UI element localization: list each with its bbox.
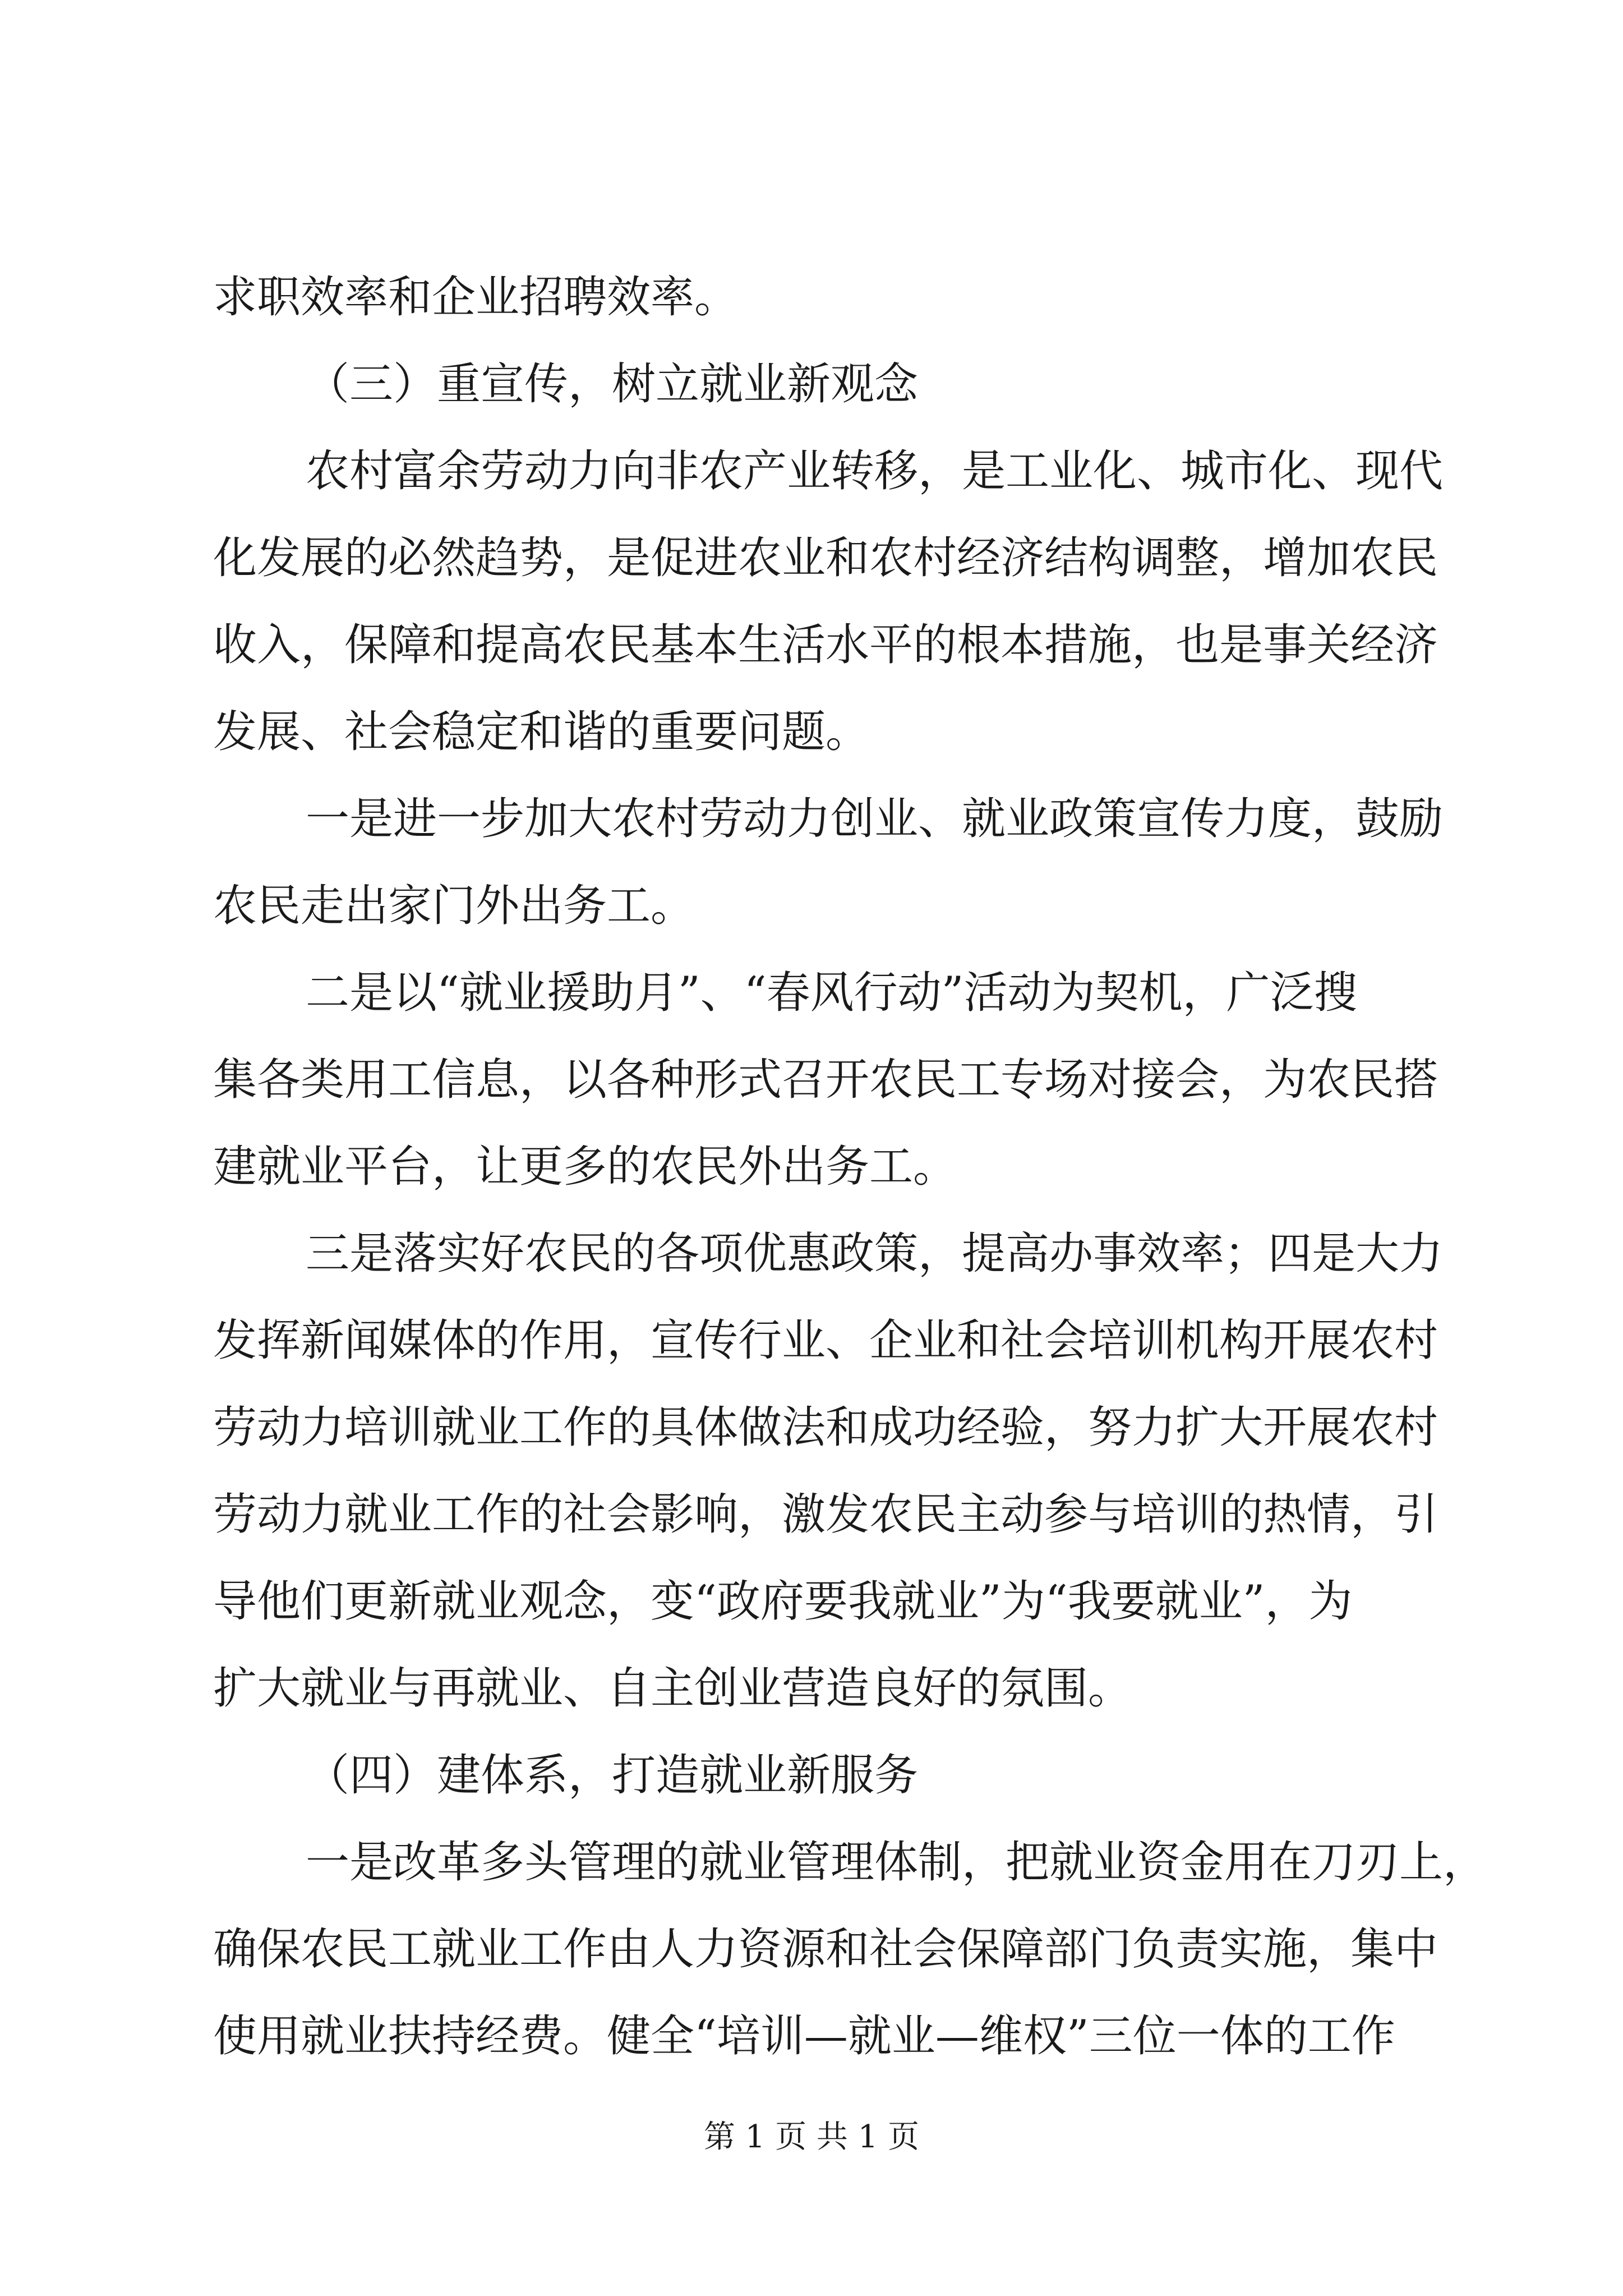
text-line: 发展、社会稳定和谐的重要问题。 <box>213 707 870 757</box>
text-line: 农民走出家门外出务工。 <box>213 881 695 931</box>
text-line: 二是以“就业援助月”、“春风行动”活动为契机，广泛搜 <box>306 968 1358 1018</box>
text-line: 集各类用工信息，以各种形式召开农民工专场对接会，为农民搭 <box>213 1055 1438 1105</box>
text-line: 发挥新闻媒体的作用，宣传行业、企业和社会培训机构开展农村 <box>213 1315 1438 1366</box>
text-line: 劳动力就业工作的社会影响，激发农民主动参与培训的热情，引 <box>213 1489 1438 1540</box>
text-line: 三是落实好农民的各项优惠政策，提高办事效率；四是大力 <box>306 1228 1444 1279</box>
text-line: 扩大就业与再就业、自主创业营造良好的氛围。 <box>213 1663 1132 1714</box>
section-heading: （三）重宣传，树立就业新观念 <box>306 359 919 409</box>
text-line: 求职效率和企业招聘效率。 <box>213 272 739 323</box>
text-line: 收入，保障和提高农民基本生活水平的根本措施，也是事关经济 <box>213 620 1438 670</box>
text-line: 使用就业扶持经费。健全“培训—就业—维权”三位一体的工作 <box>213 2011 1395 2062</box>
text-line: 导他们更新就业观念，变“政府要我就业”为“我要就业”，为 <box>213 1576 1353 1627</box>
page-footer: 第 1 页 共 1 页 <box>703 2119 920 2155</box>
text-line: 一是改革多头管理的就业管理体制，把就业资金用在刀刃上， <box>306 1837 1487 1888</box>
text-line: 化发展的必然趋势，是促进农业和农村经济结构调整，增加农民 <box>213 533 1438 583</box>
text-line: 农村富余劳动力向非农产业转移，是工业化、城市化、现代 <box>306 446 1444 496</box>
text-line: 建就业平台，让更多的农民外出务工。 <box>213 1142 957 1192</box>
text-line: 一是进一步加大农村劳动力创业、就业政策宣传力度，鼓励 <box>306 794 1444 844</box>
text-line: 劳动力培训就业工作的具体做法和成功经验，努力扩大开展农村 <box>213 1402 1438 1453</box>
text-line: 确保农民工就业工作由人力资源和社会保障部门负责实施，集中 <box>213 1924 1438 1975</box>
section-heading: （四）建体系，打造就业新服务 <box>306 1750 919 1801</box>
